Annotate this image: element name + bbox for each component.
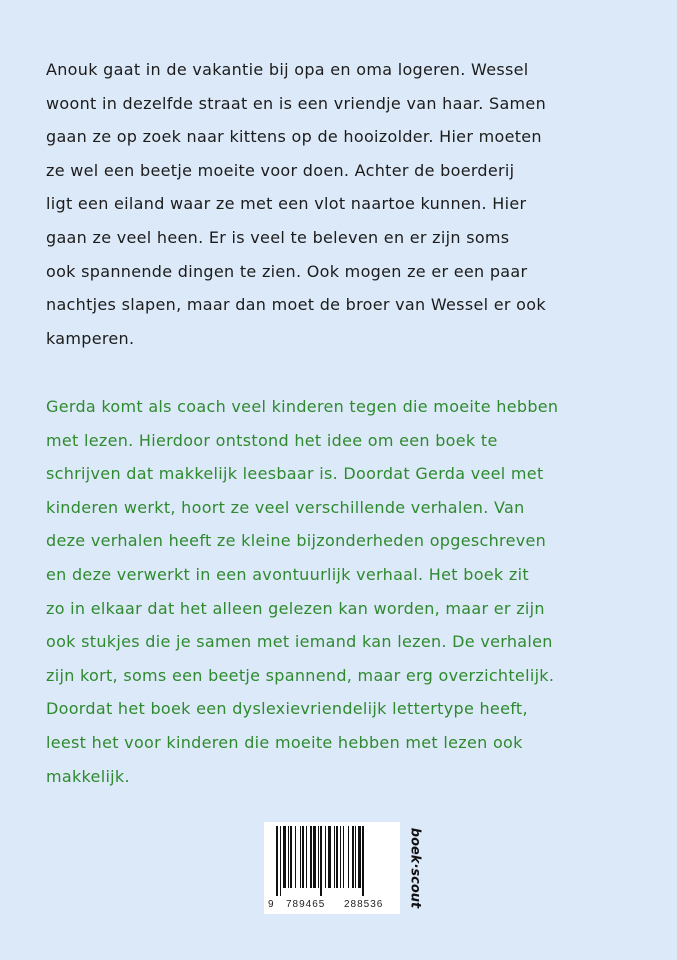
barcode-bar bbox=[362, 826, 364, 896]
barcode-bar bbox=[290, 826, 292, 888]
text-line: Gerda komt als coach veel kinderen tegen die moeite hebben bbox=[46, 397, 559, 416]
barcode-bar bbox=[343, 826, 344, 888]
text-line: nachtjes slapen, maar dan moet de broer van Wessel er ook bbox=[46, 295, 546, 315]
barcode-bar bbox=[325, 826, 326, 888]
barcode-bar bbox=[302, 826, 304, 888]
barcode-bar bbox=[280, 826, 281, 896]
text-line: makkelijk. bbox=[46, 766, 130, 786]
barcode-bar bbox=[355, 826, 356, 888]
barcode-bar bbox=[300, 826, 301, 888]
barcode-bar bbox=[358, 826, 361, 888]
barcode-bar bbox=[328, 826, 331, 888]
barcode-group-1: 789465 bbox=[286, 899, 326, 910]
barcode-bar bbox=[320, 826, 322, 896]
text-line: gaan ze op zoek naar kittens op de hooizolder. Hier moeten bbox=[46, 127, 542, 147]
summary-paragraph bbox=[46, 53, 646, 355]
barcode-bar bbox=[288, 826, 289, 888]
barcode-bar bbox=[336, 826, 338, 888]
barcode-group-2: 288536 bbox=[344, 899, 384, 910]
barcode-bar bbox=[348, 826, 349, 888]
text-line: zijn kort, soms een beetje spannend, maar erg overzichtelijk. bbox=[46, 665, 555, 685]
barcode-bar bbox=[340, 826, 341, 888]
text-line: leest het voor kinderen die moeite hebben met lezen ook bbox=[46, 732, 523, 752]
barcode-bar bbox=[313, 826, 316, 888]
barcode-bar bbox=[318, 826, 319, 888]
barcode-first-digit: 9 bbox=[268, 899, 274, 910]
publisher-logo: boek·scout bbox=[407, 827, 423, 909]
text-line: en deze verwerkt in een avontuurlijk verhaal. Het boek zit bbox=[46, 564, 529, 584]
author-paragraph bbox=[46, 390, 646, 793]
barcode-bar bbox=[310, 826, 312, 888]
text-line: woont in dezelfde straat en is een vriendje van haar. Samen bbox=[46, 93, 547, 113]
barcode-bar bbox=[295, 826, 296, 888]
text-line: schrijven dat makkelijk leesbaar is. Doordat Gerda veel met bbox=[46, 464, 544, 484]
barcode-bar bbox=[276, 826, 278, 896]
barcode-bar bbox=[283, 826, 286, 888]
barcode-bar bbox=[334, 826, 335, 888]
text-line: ze wel een beetje moeite voor doen. Achter de boerderij bbox=[46, 160, 515, 180]
barcode-bar bbox=[352, 826, 354, 888]
text-line: ook stukjes die je samen met iemand kan lezen. De verhalen bbox=[46, 632, 553, 652]
text-line: zo in elkaar dat het alleen gelezen kan worden, maar er zijn bbox=[46, 598, 545, 618]
text-line: ligt een eiland waar ze met een vlot naartoe kunnen. Hier bbox=[46, 194, 527, 214]
text-line: ook spannende dingen te zien. Ook mogen ze er een paar bbox=[46, 261, 528, 281]
text-line: met lezen. Hierdoor ontstond het idee om een boek te bbox=[46, 430, 498, 450]
text-line: kamperen. bbox=[46, 328, 135, 348]
text-line: Anouk gaat in de vakantie bij opa en oma logeren. Wessel bbox=[46, 60, 529, 79]
isbn-barcode bbox=[264, 822, 400, 914]
text-line: Doordat het boek een dyslexievriendelijk lettertype heeft, bbox=[46, 699, 528, 719]
barcode-bar bbox=[306, 826, 307, 888]
text-line: deze verhalen heeft ze kleine bijzonderheden opgeschreven bbox=[46, 531, 547, 551]
text-line: kinderen werkt, hoort ze veel verschillende verhalen. Van bbox=[46, 497, 525, 517]
text-line: gaan ze veel heen. Er is veel te beleven en er zijn soms bbox=[46, 227, 510, 247]
barcode-bars bbox=[276, 826, 388, 896]
